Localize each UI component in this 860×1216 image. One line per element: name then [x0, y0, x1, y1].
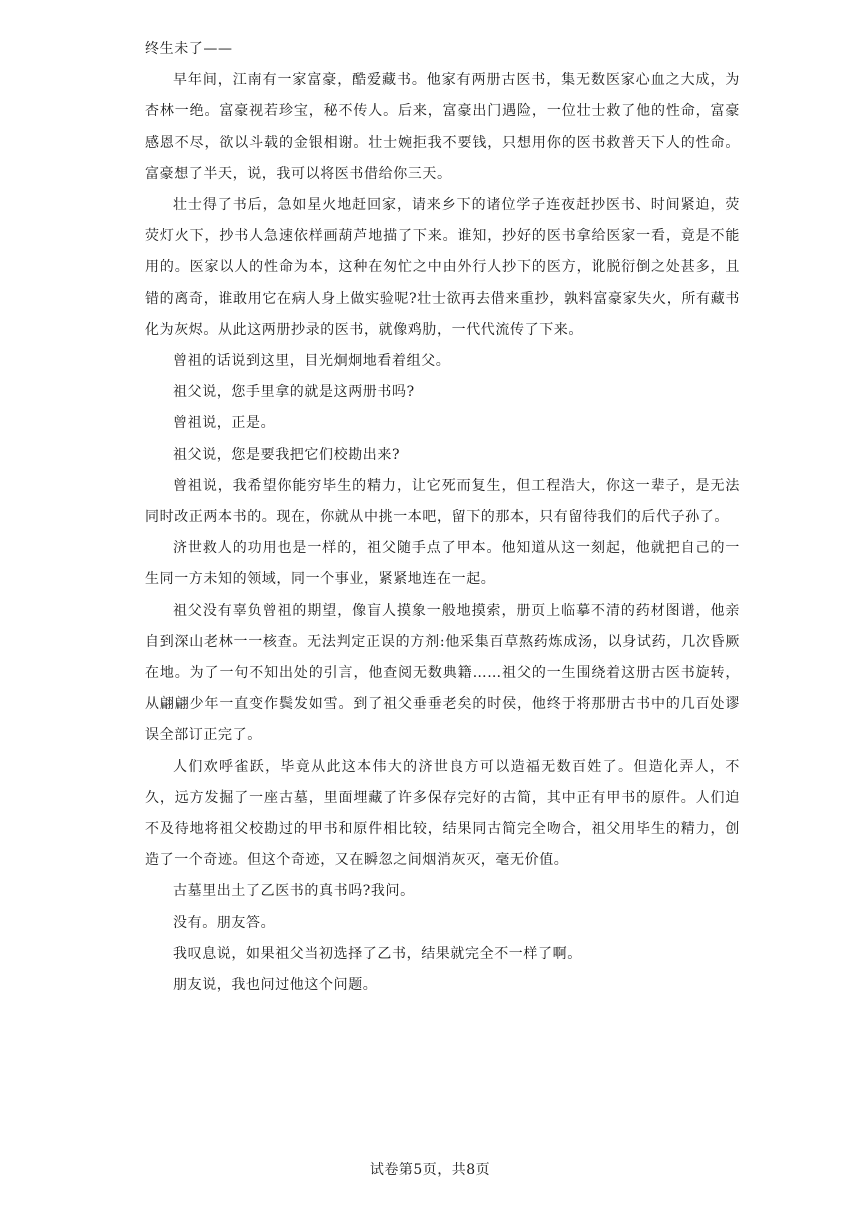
paragraph: 曾祖说，我希望你能穷毕生的精力，让它死而复生，但工程浩大，你这一辈子，是无法同时改正两本书的。现在，你就从中挑一本吧，留下的那本，只有留待我们的后代子孙了。	[145, 477, 740, 526]
paragraph: 曾祖说，正是。	[173, 415, 276, 432]
passage-body	[145, 34, 740, 1001]
paragraph: 祖父说，您手里拿的就是这两册书吗?	[173, 384, 415, 401]
paragraph: 古墓里出土了乙医书的真书吗?我问。	[173, 883, 415, 900]
paragraph: 没有。朋友答。	[173, 914, 276, 931]
paragraph: 朋友说，我也问过他这个问题。	[173, 977, 378, 994]
paragraph: 早年间，江南有一家富豪，酷爱藏书。他家有两册古医书，集无数医家心血之大成，为杏林一绝。富豪视若珍宝，秘不传人。后来，富豪出门遇险，一位壮士救了他的性命，富豪感恩不尽，欲以斗载的金银相谢。壮士婉拒我不要钱，只想用你的医书救普天下人的性命。富豪想了半天，说，我可以将医书借给你三天。	[145, 72, 740, 182]
paragraph: 祖父说，您是要我把它们校勘出来?	[173, 446, 401, 463]
paragraph: 人们欢呼雀跃，毕竟从此这本伟大的济世良方可以造福无数百姓了。但造化弄人，不久，远方发掘了一座古墓，里面埋藏了许多保存完好的古简，其中正有甲书的原件。人们迫不及待地将祖父校勘过的甲书和原件相比较，结果同古简完全吻合，祖父用毕生的精力，创造了一个奇迹。但这个奇迹，又在瞬忽之间烟消灰灭，毫无价值。	[145, 758, 740, 869]
paragraph: 我叹息说，如果祖父当初选择了乙书，结果就完全不一样了啊。	[173, 945, 582, 962]
paragraph: 终生未了——	[145, 41, 233, 57]
paragraph: 壮士得了书后，急如星火地赶回家，请来乡下的诸位学子连夜赶抄医书、时间紧迫，荧荧灯火下，抄书人急速依样画葫芦地描了下来。谁知，抄好的医书拿给医家一看，竟是不能用的。医家以人的性命为本，这种在匆忙之中由外行人抄下的医方，讹脱衍倒之处甚多，且错的离奇，谁敢用它在病人身上做实验呢?壮士欲再去借来重抄，孰料富豪家失火，所有藏书化为灰烬。从此这两册抄录的医书，就像鸡肋，一代代流传了下来。	[145, 197, 740, 338]
page-footer: 试卷第5页，共8页	[369, 1162, 491, 1178]
paragraph: 祖父没有辜负曾祖的期望，像盲人摸象一般地摸索，册页上临摹不清的药材图谱，他亲自到深山老林一一核查。无法判定正误的方剂:他采集百草熬药炼成汤，以身试药，几次昏厥在地。为了一句不知出处的引言，他查阅无数典籍……祖父的一生围绕着这册古医书旋转，从翩翩少年一直变作鬓发如雪。到了祖父垂垂老矣的时侯，他终于将那册古书中的几百处谬误全部订正完了。	[145, 602, 740, 744]
paragraph: 曾祖的话说到这里，目光炯炯地看着组父。	[173, 353, 451, 370]
paragraph: 济世救人的功用也是一样的，祖父随手点了甲本。他知道从这一刻起，他就把自己的一生同一方未知的领域，同一个事业，紧紧地连在一起。	[145, 540, 740, 588]
